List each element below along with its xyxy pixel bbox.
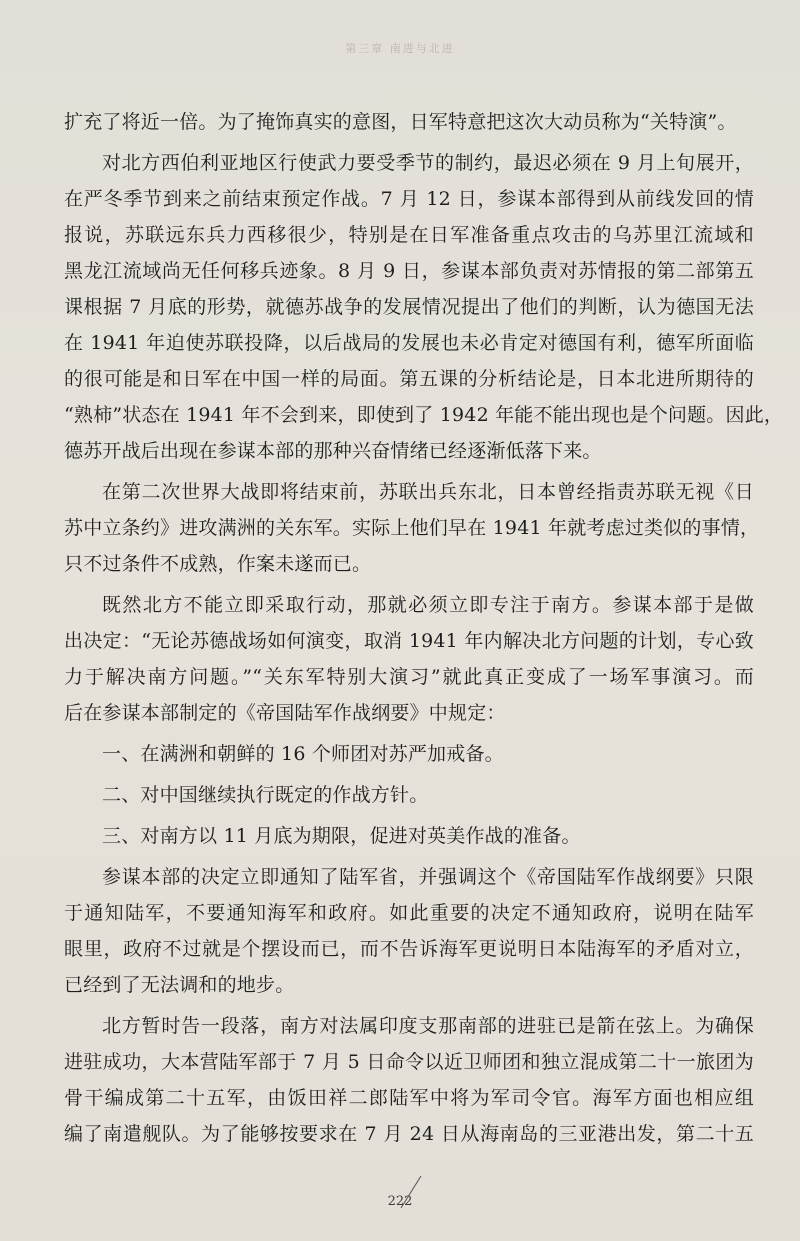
- text-line: 黑龙江流域尚无任何移兵迹象。8 月 9 日，参谋本部负责对苏情报的第二部第五: [64, 260, 754, 282]
- text-line: 德苏开战后出现在参谋本部的那种兴奋情绪已经逐渐低落下来。: [64, 440, 602, 462]
- text-line: 参谋本部的决定立即通知了陆军省，并强调这个《帝国陆军作战纲要》只限: [102, 866, 754, 888]
- text-line: 进驻成功，大本营陆军部于 7 月 5 日命令以近卫师团和独立混成第二十一旅团为: [64, 1051, 754, 1073]
- text-line: 北方暂时告一段落，南方对法属印度支那南部的进驻已是箭在弦上。为确保: [102, 1015, 754, 1037]
- paragraph: [64, 145, 784, 469]
- paragraph: [64, 777, 754, 813]
- text-line: 扩充了将近一倍。为了掩饰真实的意图，日军特意把这次大动员称为“关特演”。: [64, 111, 737, 133]
- paragraph: [64, 859, 754, 1003]
- running-head: 第三章 南进与北进: [345, 42, 455, 55]
- paragraph: [64, 818, 754, 854]
- text-line: 后在参谋本部制定的《帝国陆军作战纲要》中规定：: [64, 702, 506, 724]
- text-line: 骨干编成第二十五军，由饭田祥二郎陆军中将为军司令官。海军方面也相应组: [64, 1087, 754, 1109]
- text-line: 的很可能是和日军在中国一样的局面。第五课的分析结论是，日本北进所期待的: [64, 368, 754, 390]
- text-line: “熟柿”状态在 1941 年不会到来，即使到了 1942 年能不能出现也是个问题。因此，: [64, 404, 784, 426]
- text-line: 课根据 7 月底的形势，就德苏战争的发展情况提出了他们的判断，认为德国无法: [64, 296, 754, 318]
- text-line: 在第二次世界大战即将结束前，苏联出兵东北，日本曾经指责苏联无视《日: [102, 481, 754, 503]
- text-line: 在严冬季节到来之前结束预定作战。7 月 12 日，参谋本部得到从前线发回的情: [64, 188, 754, 210]
- text-line: 报说，苏联远东兵力西移很少，特别是在日军准备重点攻击的乌苏里江流域和: [64, 224, 754, 246]
- paragraph: [64, 587, 754, 731]
- text-line: 二、对中国继续执行既定的作战方针。: [102, 784, 429, 806]
- text-line: 在 1941 年迫使苏联投降，以后战局的发展也未必肯定对德国有利，德军所面临: [64, 332, 754, 354]
- text-line: 只不过条件不成熟，作案未遂而已。: [64, 553, 372, 575]
- text-line: 编了南遣舰队。为了能够按要求在 7 月 24 日从海南岛的三亚港出发，第二十五: [64, 1123, 754, 1145]
- text-line: 于通知陆军，不要通知海军和政府。如此重要的决定不通知政府，说明在陆军: [64, 902, 754, 924]
- text-line: 眼里，政府不过就是个摆设而已，而不告诉海军更说明日本陆海军的矛盾对立，: [64, 938, 754, 960]
- text-line: 既然北方不能立即采取行动，那就必须立即专注于南方。参谋本部于是做: [102, 594, 754, 616]
- text-line: 力于解决南方问题。”“关东军特别大演习”就此真正变成了一场军事演习。而: [64, 666, 754, 688]
- paragraph: [64, 474, 760, 582]
- text-line: 出决定：“无论苏德战场如何演变，取消 1941 年内解决北方问题的计划，专心致: [64, 630, 754, 652]
- paragraph: [64, 736, 754, 772]
- paragraph: [64, 104, 754, 140]
- text-line: 苏中立条约》进攻满洲的关东军。实际上他们早在 1941 年就考虑过类似的事情，: [64, 517, 760, 539]
- body-text: [64, 104, 784, 1152]
- page-number: 222: [387, 1194, 413, 1209]
- text-line: 已经到了无法调和的地步。: [64, 974, 295, 996]
- text-line: 对北方西伯利亚地区行使武力要受季节的制约，最迟必须在 9 月上旬展开，: [102, 152, 754, 174]
- text-line: 一、在满洲和朝鲜的 16 个师团对苏严加戒备。: [102, 743, 504, 765]
- paragraph: [64, 1008, 754, 1152]
- text-line: 三、对南方以 11 月底为期限，促进对英美作战的准备。: [102, 825, 581, 847]
